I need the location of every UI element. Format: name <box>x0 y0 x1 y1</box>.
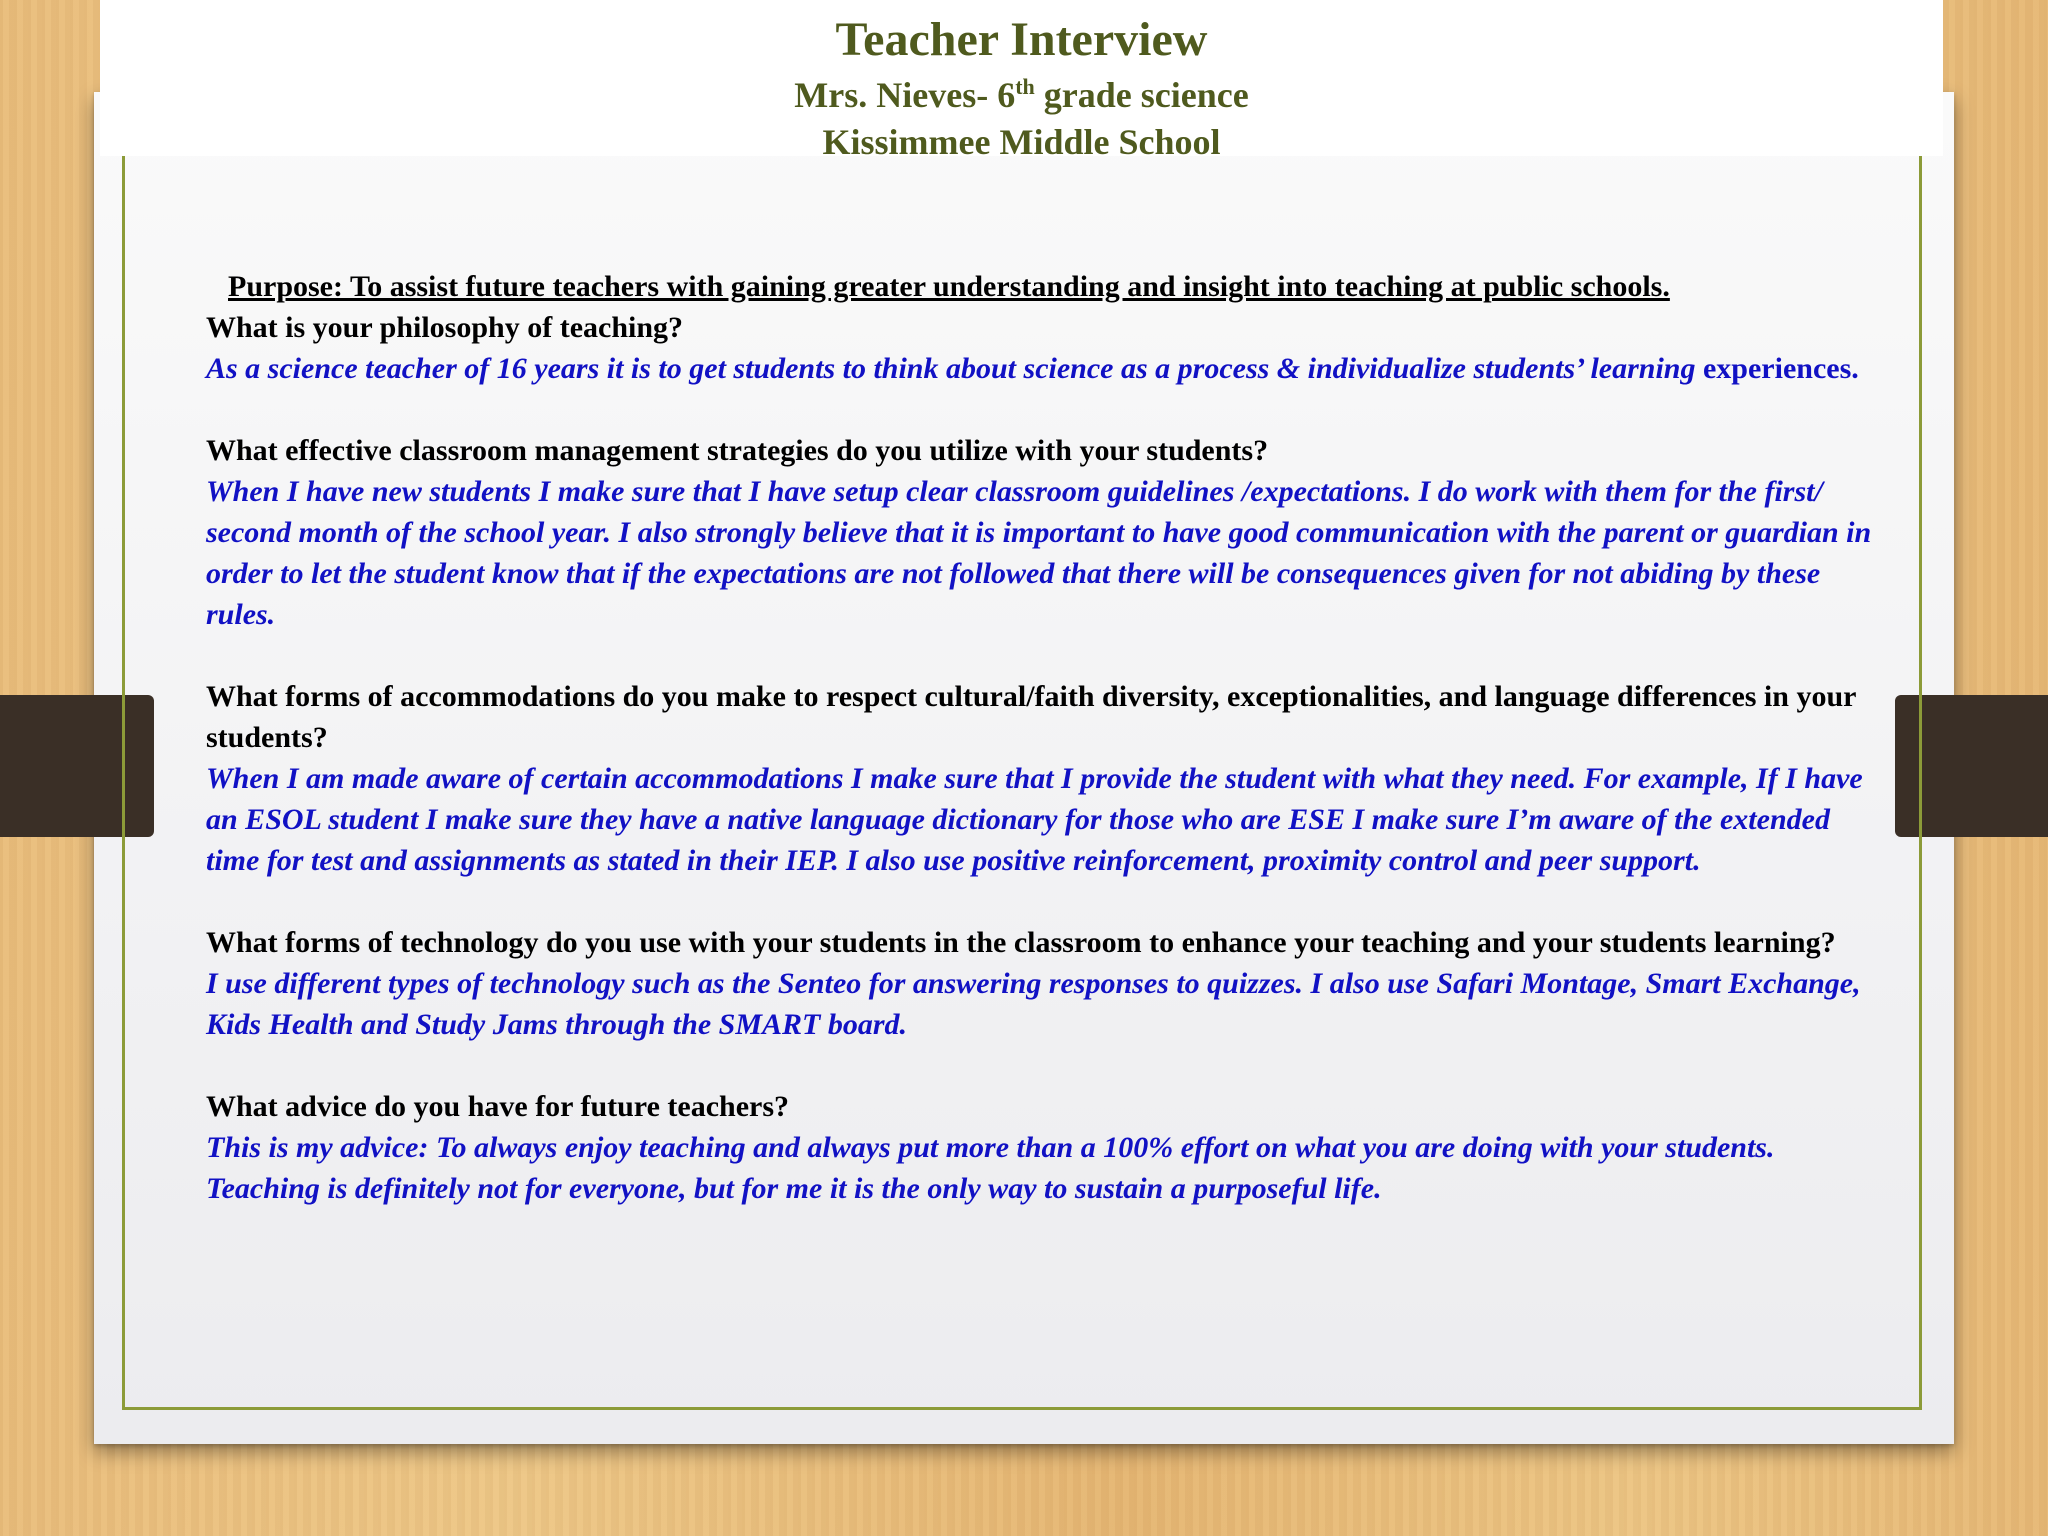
answer-advice: This is my advice: To always enjoy teaching and always put more than a 100% effort on what you are doing with your students. Teaching is definitely not for everyone, but for me it is the only way to sustain a purposeful life. <box>206 1131 1775 1205</box>
question-classroom-management: What effective classroom management strategies do you utilize with your students? <box>206 434 1269 467</box>
question-advice: What advice do you have for future teachers? <box>206 1090 790 1123</box>
purpose-statement: Purpose: To assist future teachers with gaining greater understanding and insight into teaching at public schools. <box>228 270 1670 303</box>
answer-philosophy-tail: experiences. <box>1695 352 1859 385</box>
school-name: Kissimmee Middle School <box>822 122 1221 162</box>
qa-block <box>206 922 1886 1045</box>
slide-title: Teacher Interview <box>835 13 1208 66</box>
subtitle-suffix: grade science <box>1034 75 1249 115</box>
subtitle-superscript: th <box>1015 74 1035 99</box>
interview-content <box>206 266 1886 1209</box>
answer-accommodations: When I am made aware of certain accommodations I make sure that I provide the student with what they need. For example, If I have an ESOL student I make sure they have a native language dictionary for those who are ESE I make sure I’m aware of the extended time for test and assignments as stated in their IEP. I also use positive reinforcement, proximity control and peer support. <box>206 762 1863 877</box>
teacher-subtitle <box>100 74 1943 116</box>
question-technology: What forms of technology do you use with your students in the classroom to enhance your teaching and your students learning? <box>206 926 1836 959</box>
answer-technology: I use different types of technology such as the Senteo for answering responses to quizzes. I also use Safari Montage, Smart Exchange, Kids Health and Study Jams through the SMART board. <box>206 967 1861 1041</box>
qa-block <box>206 1086 1886 1209</box>
answer-philosophy-text: As a science teacher of 16 years it is to get students to think about science as a process & individualize students’ learning <box>206 352 1696 385</box>
question-philosophy: What is your philosophy of teaching? <box>206 311 684 344</box>
subtitle-prefix: Mrs. Nieves- 6 <box>794 75 1016 115</box>
question-accommodations: What forms of accommodations do you make to respect cultural/faith diversity, exceptionalities, and language differences in your students? <box>206 680 1856 754</box>
answer-classroom-management: When I have new students I make sure that I have setup clear classroom guidelines /expectations. I do work with them for the first/ second month of the school year. I also strongly believe that it is important to have good communication with the parent or guardian in order to let the student know that if the expectations are not followed that there will be consequences given for not abiding by these rules. <box>206 475 1872 631</box>
qa-block <box>206 307 1886 389</box>
qa-block <box>206 676 1886 881</box>
qa-block <box>206 430 1886 635</box>
answer-philosophy <box>206 348 1886 389</box>
